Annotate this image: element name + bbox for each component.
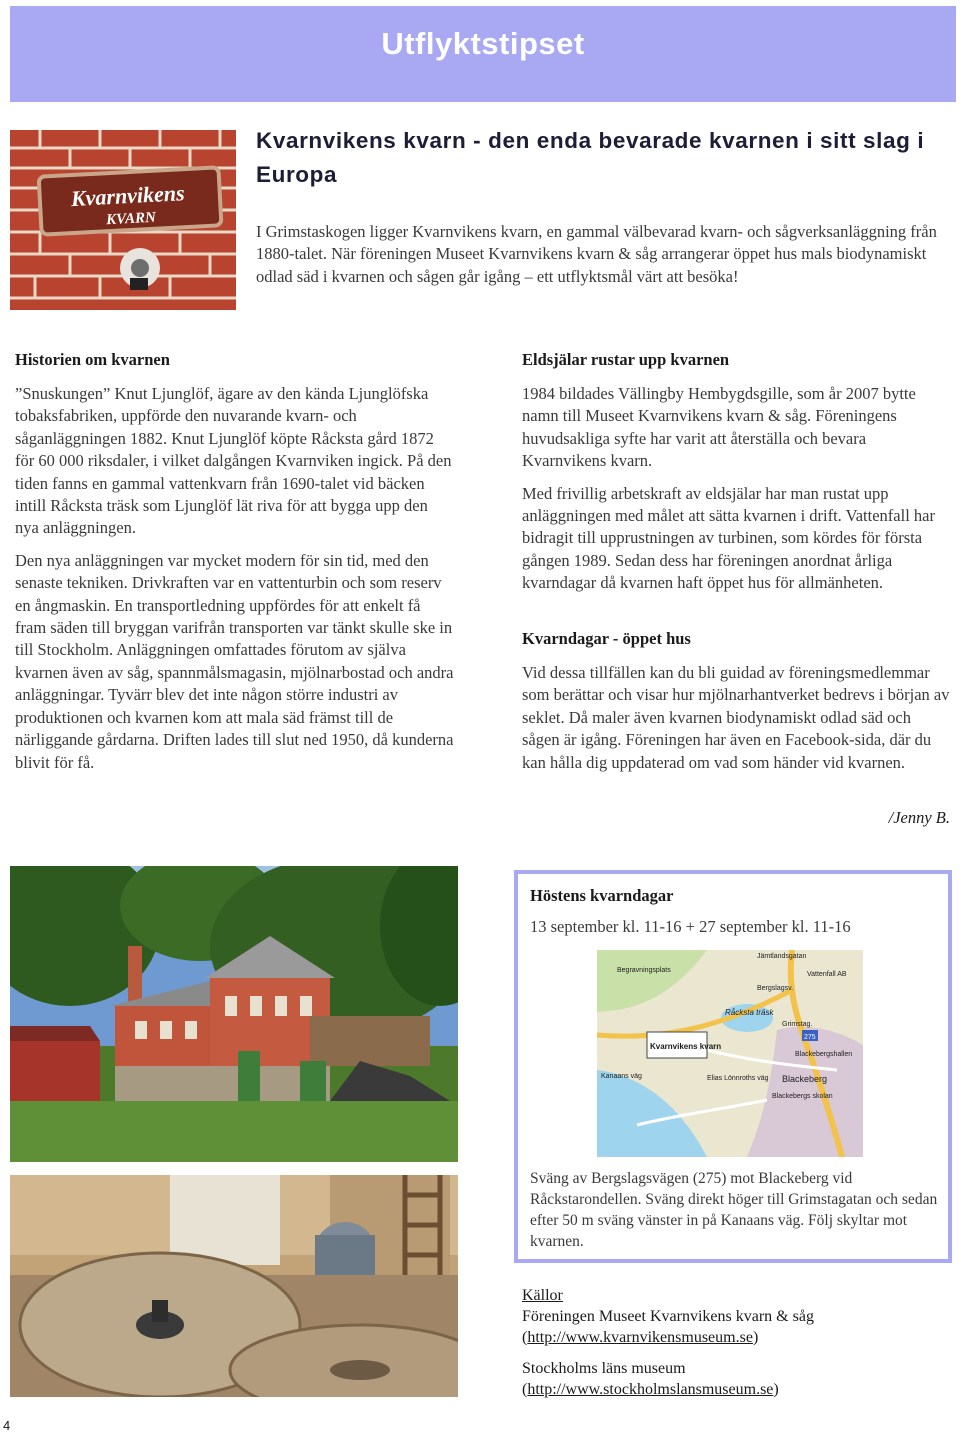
sources-heading: Källor [522, 1287, 563, 1304]
map-route-label: 275 [804, 1034, 816, 1041]
enthusiasts-body [522, 383, 950, 605]
sources-section [522, 1285, 952, 1410]
map-label: Blackebergshallen [795, 1051, 853, 1058]
map-label: Blackebergs skolan [772, 1093, 833, 1100]
map-label: Grimstag. [782, 1021, 813, 1028]
map-label: Vattenfall AB [807, 971, 847, 978]
article-intro: I Grimstaskogen ligger Kvarnvikens kvarn, en gammal välbevarad kvarn- och sågverksanläggning från 1880-talet. När föreningen Museet Kvarnvikens kvarn & såg arrangerar öppet hus mals biodynamiskt odlad säd i kvarnen och sågen går igång – ett utflyktsmål värt att besöka! [256, 222, 937, 286]
mill-building-photo [10, 866, 458, 1162]
svg-text:KVARN: KVARN [105, 209, 157, 229]
enthusiasts-paragraph: 1984 bildades Vällingby Hembygdsgille, som år 2007 bytte namn till Museet Kvarnvikens kvarn & såg. Föreningens huvudsakliga syfte har varit att återställa och bevara Kvarnvikens kvarn. [522, 384, 916, 471]
mill-days-heading: Kvarndagar - öppet hus [522, 629, 691, 648]
map-label: Begravningsplats [617, 967, 671, 974]
enthusiasts-heading: Eldsjälar rustar upp kvarnen [522, 350, 730, 369]
article-title: Kvarnvikens kvarn - den enda bevarade kvarnen i sitt slag i Europa [256, 128, 925, 187]
enthusiasts-paragraph: Med frivillig arbetskraft av eldsjälar har man rustat upp anläggningen med målet att sätta kvarnen i drift. Vattenfall har bidragit till upprustningen av turbinen, som kördes för första gången 1989. Sedan dess har föreningen anordnat årliga kvarndagar då kvarnen haft öppet hus för allmänheten. [522, 483, 935, 593]
map-label: Råcksta träsk [725, 1008, 774, 1017]
header-banner [10, 6, 956, 102]
source-name: Föreningen Museet Kvarnvikens kvarn & såg [522, 1308, 814, 1325]
source-link[interactable]: http://www.stockholmslansmuseum.se [527, 1381, 774, 1398]
source-paren: ) [773, 1381, 779, 1398]
history-heading: Historien om kvarnen [15, 350, 170, 369]
autumn-heading: Höstens kvarndagar [530, 886, 674, 905]
history-paragraph: ”Snuskungen” Knut Ljunglöf, ägare av den kända Ljunglöfska tobaksfabriken, uppförde den nuvarande kvarn- och såganläggningen 1882. Knut Ljunglöf köpte Råcksta gård 1872 för 60 000 riksdaler, i vilket dalgången Kvarnviken ingick. På den tiden fanns en gammal vattenkvarn från 1690-talet vid bäcken intill Råcksta träsk som Ljunglöf lät riva för att bygga upp den nya anläggningen. [15, 384, 452, 538]
page-number: 4 [3, 1418, 11, 1433]
source-paren: ( [522, 1329, 528, 1346]
map-label: Jämtlandsgatan [757, 953, 807, 960]
history-paragraph: Den nya anläggningen var mycket modern för sin tid, med den senaste tekniken. Drivkraften var en vattenturbin och som reserv en ångmaskin. En transportledning uppfördes för att enkelt få fram säden till bryggan varifrån transporten var tänkt skulle ske in till Stockholm. Anläggningen omfattades förutom av själva kvarnen även av såg, spannmålsmagasin, mjölnarbostad och andra anläggningar. Tyvärr blev det inte någon större industri av produktionen och kvarnen kom att mala säd främst till de närliggande gårdarna. Driften lades till slut ned 1950, då kunderna blivit för få. [15, 550, 454, 772]
svg-text:Kvarnvikens: Kvarnvikens [70, 180, 186, 212]
autumn-directions: Sväng av Bergslagsvägen (275) mot Blackeberg vid Råckstarondellen. Sväng direkt höger till Grimstagatan och sedan efter 50 m sväng vänster in på Kanaans väg. Följ skyltar mot kvarnen. [530, 1170, 938, 1250]
source-link[interactable]: http://www.kvarnvikensmuseum.se [527, 1329, 753, 1346]
kvarn-sign-photo [10, 130, 236, 310]
banner-title: Utflyktstipset [381, 26, 585, 61]
autumn-dates: 13 september kl. 11-16 + 27 september kl. 11-16 [530, 917, 851, 936]
source-paren: ) [752, 1329, 759, 1346]
directions-map [597, 950, 863, 1157]
author-signature: /Jenny B. [888, 808, 950, 827]
history-body [15, 383, 455, 784]
millstones-photo [10, 1175, 458, 1397]
source-name: Stockholms läns museum [522, 1360, 686, 1377]
map-label: Bergslagsv. [757, 985, 794, 992]
map-label: Elias Lönnroths väg [707, 1075, 769, 1082]
map-mill-label: Kvarnvikens kvarn [650, 1042, 722, 1051]
mill-days-body [522, 662, 950, 784]
autumn-mill-days-box [514, 870, 952, 1263]
map-label: Kanaans väg [601, 1073, 642, 1080]
source-paren: ( [522, 1381, 528, 1398]
mill-days-paragraph: Vid dessa tillfällen kan du bli guidad av föreningsmedlemmar som berättar och visar hur mjölnarhantverket bedrevs i början av seklet. Då maler även kvarnen biodynamiskt odlad säd och sågen är igång. Föreningen har även en Facebook-sida, där du kan hålla dig uppdaterad om vad som händer vid kvarnen. [522, 663, 950, 772]
map-label: Blackeberg [782, 1074, 828, 1084]
